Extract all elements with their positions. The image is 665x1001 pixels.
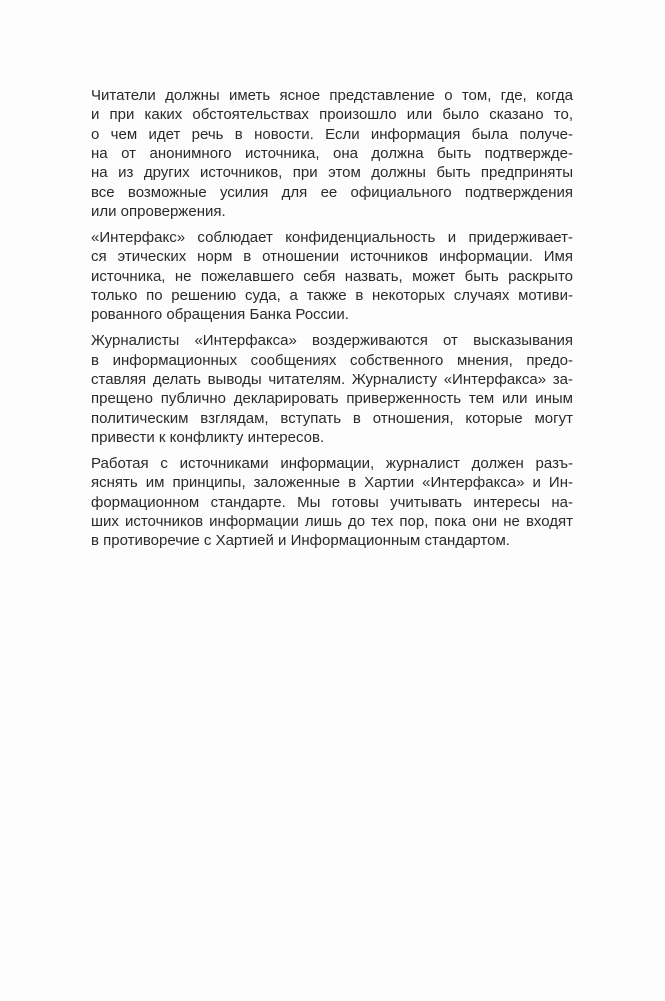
text-line: привести к конфликту интересов. xyxy=(91,429,325,447)
text-line: или опровержения. xyxy=(91,203,226,221)
text-line: ших источников информации лишь до тех пор, пока они не входят xyxy=(91,513,573,530)
paragraph xyxy=(91,86,573,221)
text-line: яснять им принципы, заложенные в Хартии «Интерфакса» и Ин- xyxy=(91,474,573,492)
paragraph xyxy=(91,331,573,447)
paragraph xyxy=(91,228,573,325)
text-line: рованного обращения Банка России. xyxy=(91,306,349,324)
text-line: и при каких обстоятельствах произошло или было сказано то, xyxy=(91,106,573,124)
text-line: в информационных сообщениях собственного мнения, предо- xyxy=(91,351,573,369)
text-line: ставляя делать выводы читателям. Журналисту «Интерфакса» за- xyxy=(91,371,573,388)
body-text xyxy=(91,86,573,557)
paragraph xyxy=(91,454,573,551)
text-line: все возможные усилия для ее официального подтверждения xyxy=(91,183,573,201)
text-line: ся этических норм в отношении источников информации. Имя xyxy=(91,248,573,266)
text-line: на из других источников, при этом должны быть предприняты xyxy=(91,164,573,182)
text-line: политическим взглядам, вступать в отношения, которые могут xyxy=(91,409,573,427)
text-line: на от анонимного источника, она должна быть подтвержде- xyxy=(91,145,573,163)
text-line: «Интерфакс» соблюдает конфиденциальность и придерживает- xyxy=(91,229,573,246)
text-line: только по решению суда, а также в некоторых случаях мотиви- xyxy=(91,287,573,305)
text-line: о чем идет речь в новости. Если информация была получе- xyxy=(91,125,573,143)
text-line: Журналисты «Интерфакса» воздерживаются от высказывания xyxy=(91,332,573,350)
text-line: прещено публично декларировать приверженность тем или иным xyxy=(91,390,573,408)
text-line: Работая с источниками информации, журналист должен разъ- xyxy=(91,454,573,472)
text-line: Читатели должны иметь ясное представление о том, где, когда xyxy=(91,87,573,104)
text-line: формационном стандарте. Мы готовы учитывать интересы на- xyxy=(91,493,573,511)
text-line: источника, не пожелавшего себя назвать, может быть раскрыто xyxy=(91,267,573,285)
text-line: в противоречие с Хартией и Информационным стандартом. xyxy=(91,532,510,550)
